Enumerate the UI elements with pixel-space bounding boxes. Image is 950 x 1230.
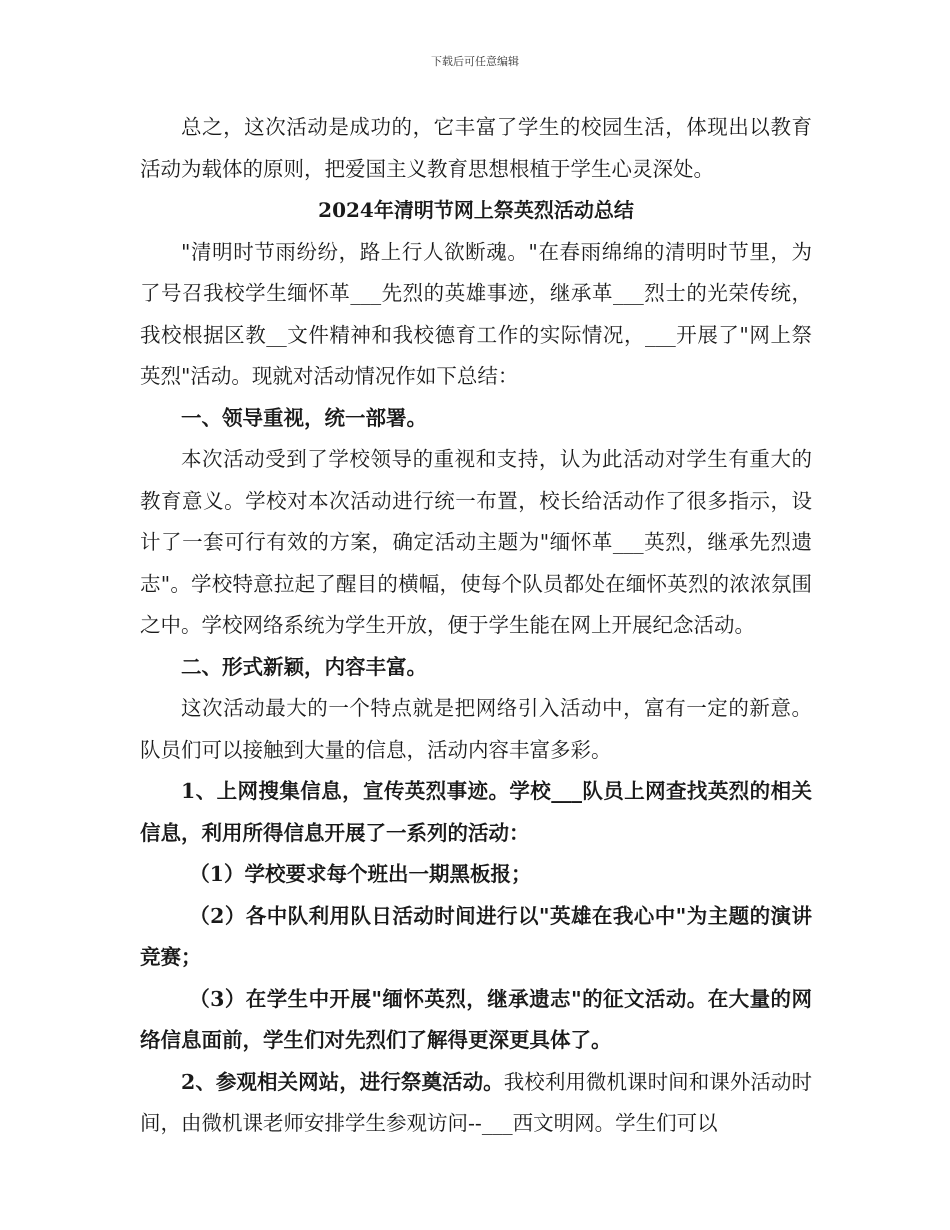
paragraph-section-1: 本次活动受到了学校领导的重视和支持，认为此活动对学生有重大的教育意义。学校对本次活动进行统一布置，校长给活动作了很多指示，设计了一套可行有效的方案，确定活动主题为"缅怀革___英烈，继承先烈遗志"。学校特意拉起了醒目的横幅，使每个队员都处在缅怀英烈的浓浓氛围之中。学校网络系统为学生开放，便于学生能在网上开展纪念活动。: [140, 447, 812, 637]
paragraph-conclusion: 总之，这次活动是成功的，它丰富了学生的校园生活，体现出以教育活动为载体的原则，把爱国主义教育思想根植于学生心灵深处。: [140, 115, 812, 181]
paragraph-intro: "清明时节雨纷纷，路上行人欲断魂。"在春雨绵绵的清明时节里，为了号召我校学生缅怀革___先烈的英雄事迹，继承革___烈士的光荣传统，我校根据区教__文件精神和我校德育工作的实际情况，___开展了"网上祭英烈"活动。现就对活动情况作如下总结：: [140, 239, 812, 388]
item-2-lead: 2、参观相关网站，进行祭奠活动。: [181, 1069, 504, 1094]
document-body: [140, 107, 812, 1145]
sub-item-2: （2）各中队利用队日活动时间进行以"英雄在我心中"为主题的演讲竞赛；: [140, 903, 812, 969]
sub-item-3: （3）在学生中开展"缅怀英烈，继承遗志"的征文活动。在大量的网络信息面前，学生们对先烈们了解得更深更具体了。: [140, 986, 812, 1052]
item-2: [140, 1062, 812, 1145]
header-note: 下载后可任意编辑: [431, 55, 519, 68]
paragraph-section-2: 这次活动最大的一个特点就是把网络引入活动中，富有一定的新意。队员们可以接触到大量的信息，活动内容丰富多彩。: [140, 696, 812, 762]
sub-item-1: （1）学校要求每个班出一期黑板报；: [189, 862, 532, 886]
item-1: 1、上网搜集信息，宣传英烈事迹。学校___队员上网查找英烈的相关信息，利用所得信息开展了一系列的活动：: [140, 779, 812, 845]
document-title: 2024年清明节网上祭英烈活动总结: [318, 198, 634, 222]
section-heading-1: 一、领导重视，统一部署。: [181, 405, 427, 430]
item-2-text: 我校利用微机课时间和课外活动时间，由微机课老师安排学生参观访问--___西文明网。学生们可以: [140, 1069, 813, 1135]
section-heading-2: 二、形式新颖，内容丰富。: [181, 654, 427, 679]
